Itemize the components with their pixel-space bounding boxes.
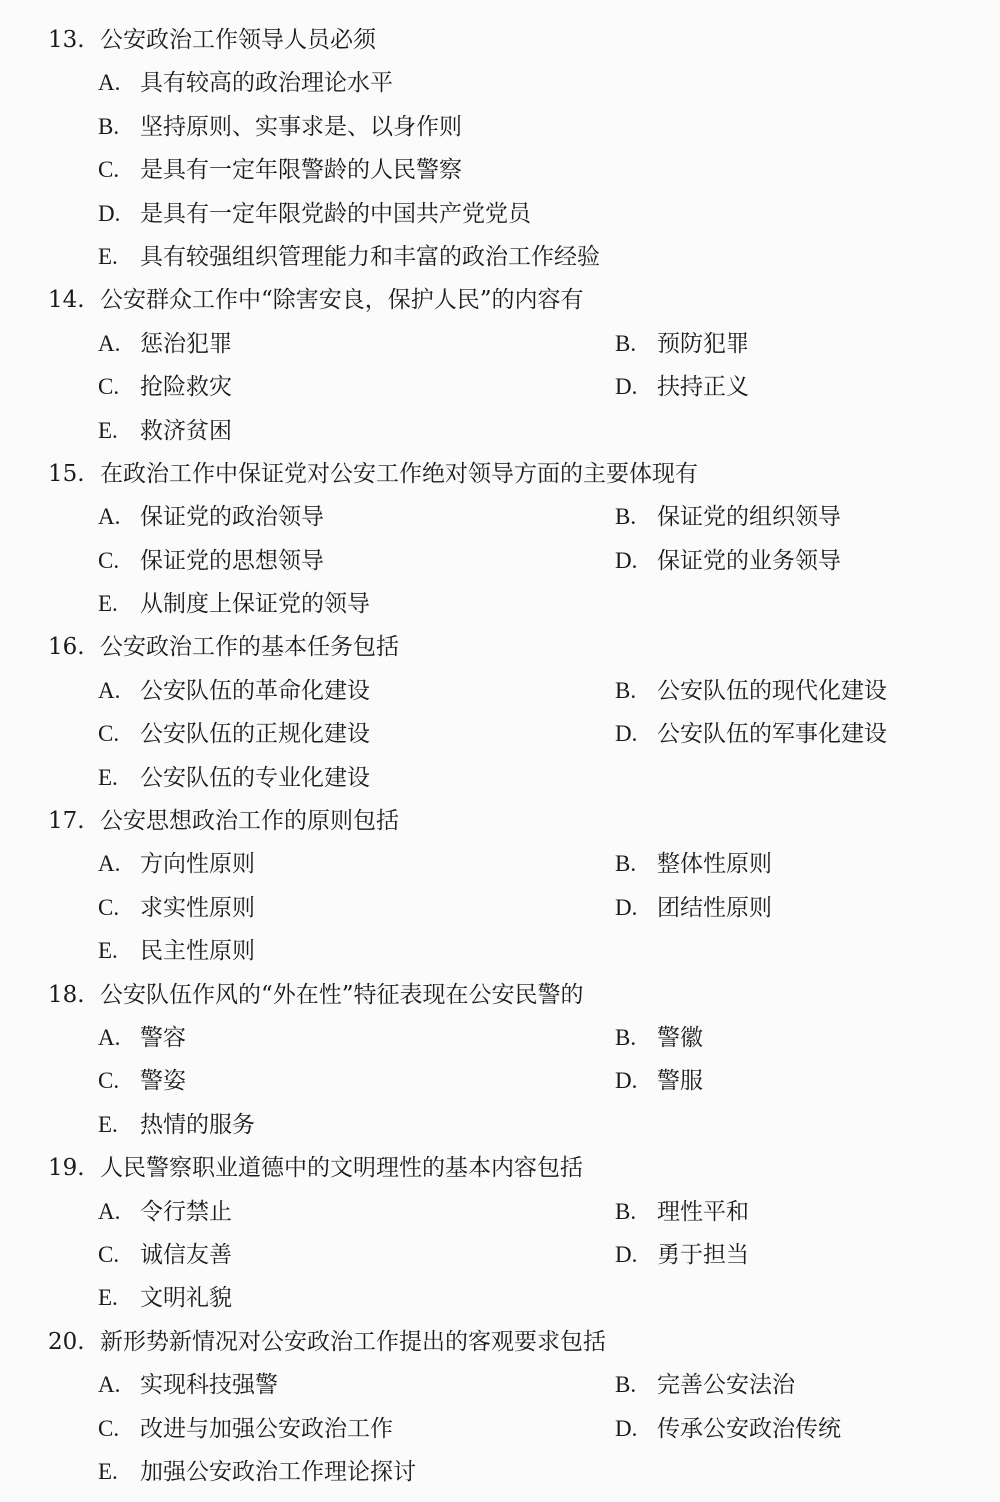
option-text: 警姿 [140,1068,186,1095]
option-letter: C. [98,1241,120,1267]
option-e [98,933,255,969]
option-a [98,1367,278,1403]
option-text: 令行禁止 [140,1198,232,1225]
option-letter: A. [98,1198,121,1224]
option-b [615,499,841,535]
option-text: 勇于担当 [657,1241,749,1268]
option-letter: D. [98,200,121,226]
option-e [98,586,370,622]
option-text: 扶持正义 [657,374,749,401]
question-16 [0,629,1000,803]
option-text: 方向性原则 [140,851,255,878]
option-letter: D. [615,1241,638,1267]
option-line [0,65,1000,108]
option-line [0,1280,1000,1323]
option-b [615,1020,703,1056]
option-c [98,890,255,926]
option-c [98,152,462,188]
question-line [0,456,1000,499]
option-text: 实现科技强警 [140,1372,278,1399]
option-text: 具有较高的政治理论水平 [140,70,393,97]
option-text: 求实性原则 [140,894,255,921]
question-number: 16. [48,634,85,661]
option-letter: A. [98,1372,121,1398]
option-text: 保证党的业务领导 [657,547,841,574]
option-a [98,1194,232,1230]
option-text: 警容 [140,1024,186,1051]
option-line [0,673,1000,716]
option-line [0,1237,1000,1280]
option-letter: B. [615,330,637,356]
option-a [98,499,324,535]
option-d [615,890,772,926]
option-c [98,543,324,579]
question-number: 20. [48,1328,85,1355]
option-letter: E. [98,938,118,964]
exam-page [0,22,1000,1497]
option-letter: A. [98,851,121,877]
option-letter: B. [615,1372,637,1398]
question-line [0,1150,1000,1193]
question-text: 在政治工作中保证党对公安工作绝对领导方面的主要体现有 [100,460,698,487]
option-letter: A. [98,330,121,356]
question-line [0,22,1000,65]
option-b [615,1367,795,1403]
option-text: 理性平和 [657,1198,749,1225]
option-d [615,1237,749,1273]
question-text: 公安队伍作风的“外在性”特征表现在公安民警的 [100,981,584,1008]
option-b [615,673,887,709]
option-text: 抢险救灾 [140,374,232,401]
question-text: 公安政治工作的基本任务包括 [100,634,399,661]
option-d [615,716,887,752]
question-text: 公安思想政治工作的原则包括 [100,808,399,835]
option-text: 保证党的思想领导 [140,547,324,574]
question-text: 公安政治工作领导人员必须 [100,27,376,53]
option-d [615,543,841,579]
option-letter: C. [98,1415,120,1441]
option-e [98,1107,255,1143]
option-e [98,1280,232,1316]
option-letter: E. [98,243,118,269]
option-text: 文明礼貌 [140,1285,232,1312]
option-c [98,716,370,752]
option-letter: B. [615,851,637,877]
question-number: 13. [48,27,85,53]
option-text: 警服 [657,1068,703,1095]
option-line [0,760,1000,803]
question-15 [0,456,1000,630]
option-text: 救济贫困 [140,417,232,444]
option-text: 公安队伍的军事化建设 [657,721,887,748]
question-line [0,803,1000,846]
option-b [615,326,749,362]
option-text: 公安队伍的革命化建设 [140,677,370,704]
option-line [0,716,1000,759]
option-letter: B. [615,677,637,703]
option-line [0,1454,1000,1497]
option-text: 预防犯罪 [657,330,749,357]
option-c [98,369,232,405]
option-letter: C. [98,547,120,573]
question-line [0,282,1000,325]
option-b [615,1194,749,1230]
option-letter: E. [98,764,118,790]
question-number: 15. [48,460,85,487]
option-b [615,846,772,882]
option-letter: E. [98,1285,118,1311]
question-20 [0,1324,1000,1498]
option-text: 从制度上保证党的领导 [140,591,370,618]
option-d [615,1063,703,1099]
option-text: 保证党的组织领导 [657,504,841,531]
question-text: 公安群众工作中“除害安良，保护人民”的内容有 [100,287,584,314]
option-letter: D. [615,1415,638,1441]
option-e [98,1454,416,1490]
option-letter: E. [98,591,118,617]
option-line [0,1063,1000,1106]
option-letter: B. [615,504,637,530]
option-letter: D. [615,721,638,747]
option-line [0,152,1000,195]
option-text: 公安队伍的专业化建设 [140,764,370,791]
option-a [98,846,255,882]
option-text: 完善公安法治 [657,1372,795,1399]
option-text: 改进与加强公安政治工作 [140,1415,393,1442]
option-line [0,1411,1000,1454]
option-letter: C. [98,894,120,920]
option-e [98,239,600,275]
option-letter: E. [98,1111,118,1137]
option-letter: E. [98,1458,118,1484]
option-text: 警徽 [657,1024,703,1051]
option-letter: C. [98,157,120,183]
option-line [0,1020,1000,1063]
question-14 [0,282,1000,456]
option-text: 保证党的政治领导 [140,504,324,531]
option-line [0,326,1000,369]
option-line [0,369,1000,412]
option-line [0,543,1000,586]
option-e [98,760,370,796]
option-text: 坚持原则、实事求是、以身作则 [140,113,462,140]
option-letter: C. [98,721,120,747]
option-line [0,413,1000,456]
option-line [0,846,1000,889]
option-line [0,499,1000,542]
option-letter: A. [98,677,121,703]
question-line [0,977,1000,1020]
option-a [98,1020,186,1056]
option-letter: D. [615,374,638,400]
question-13 [0,22,1000,282]
option-line [0,1367,1000,1410]
option-letter: A. [98,504,121,530]
option-c [98,1237,232,1273]
option-b [98,109,462,145]
option-c [98,1063,186,1099]
option-a [98,326,232,362]
option-letter: B. [98,113,120,139]
option-a [98,673,370,709]
option-a [98,65,393,101]
question-text: 人民警察职业道德中的文明理性的基本内容包括 [100,1155,583,1182]
option-letter: A. [98,70,121,96]
option-letter: C. [98,374,120,400]
option-letter: D. [615,1068,638,1094]
option-d [98,196,531,232]
option-line [0,239,1000,282]
option-e [98,413,232,449]
option-text: 热情的服务 [140,1111,255,1138]
option-d [615,369,749,405]
option-letter: E. [98,417,118,443]
option-d [615,1411,841,1447]
question-line [0,629,1000,672]
option-letter: D. [615,894,638,920]
option-line [0,933,1000,976]
option-line [0,890,1000,933]
option-c [98,1411,393,1447]
option-text: 民主性原则 [140,938,255,965]
option-text: 整体性原则 [657,851,772,878]
option-text: 传承公安政治传统 [657,1415,841,1442]
question-18 [0,977,1000,1151]
option-line [0,1107,1000,1150]
option-line [0,1194,1000,1237]
option-letter: A. [98,1024,121,1050]
question-number: 18. [48,981,85,1008]
option-line [0,586,1000,629]
question-19 [0,1150,1000,1324]
option-text: 惩治犯罪 [140,330,232,357]
option-letter: D. [615,547,638,573]
question-line [0,1324,1000,1367]
option-line [0,196,1000,239]
option-line [0,109,1000,152]
option-text: 是具有一定年限警龄的人民警察 [140,157,462,184]
question-number: 14. [48,287,85,314]
option-text: 加强公安政治工作理论探讨 [140,1458,416,1485]
option-text: 是具有一定年限党龄的中国共产党党员 [140,200,531,227]
option-text: 公安队伍的正规化建设 [140,721,370,748]
question-text: 新形势新情况对公安政治工作提出的客观要求包括 [100,1328,606,1355]
option-text: 公安队伍的现代化建设 [657,677,887,704]
option-letter: B. [615,1024,637,1050]
option-text: 具有较强组织管理能力和丰富的政治工作经验 [140,243,600,270]
question-number: 19. [48,1155,85,1182]
question-17 [0,803,1000,977]
option-letter: B. [615,1198,637,1224]
option-text: 诚信友善 [140,1241,232,1268]
option-text: 团结性原则 [657,894,772,921]
option-letter: C. [98,1068,120,1094]
question-number: 17. [48,808,85,835]
